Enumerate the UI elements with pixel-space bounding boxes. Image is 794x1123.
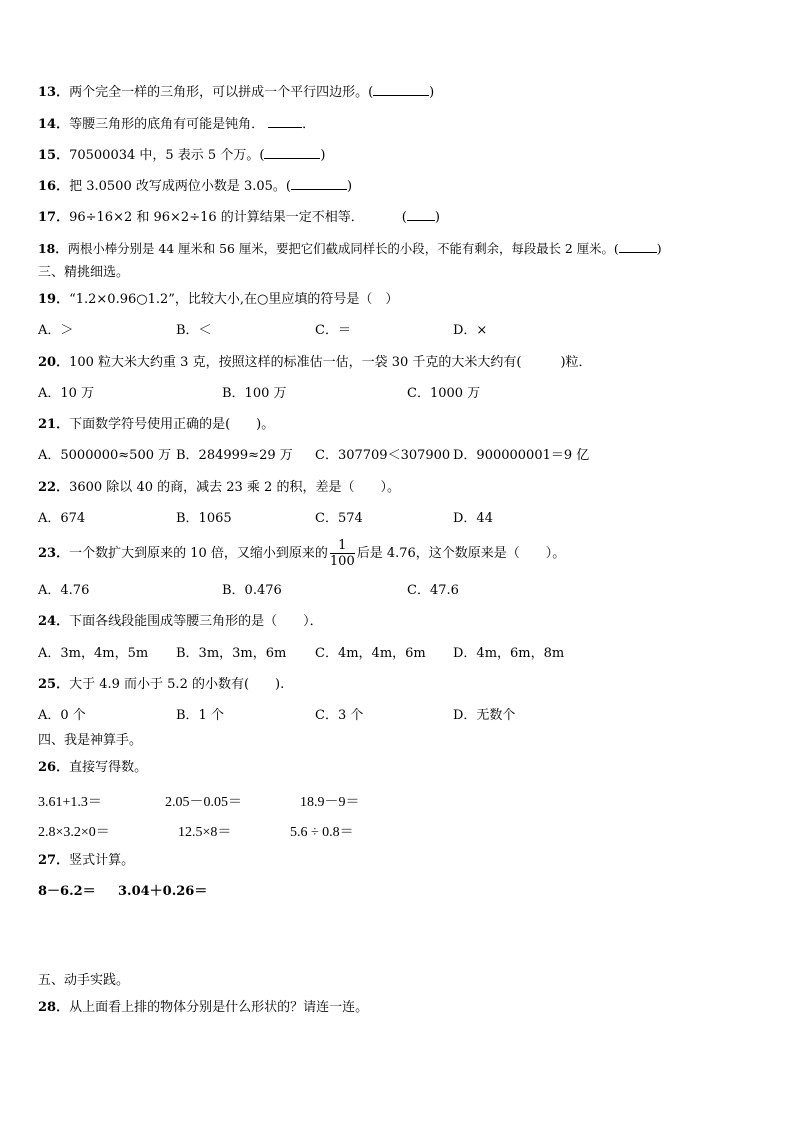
question-20: 20．100 粒大米大约重 3 克，按照这样的标准估一估，一袋 30 千克的大米大约有( )粒． [38, 355, 592, 370]
option-a[interactable]: A．4.76 [38, 583, 90, 598]
option-a[interactable]: A．＞ [38, 323, 74, 338]
vertical-calc-item: 8－6.2＝ [38, 884, 96, 899]
option-d[interactable]: D．44 [453, 511, 493, 526]
question-17: 17．96÷16×2 和 96×2÷16 的计算结果一定不相等． ( ) [38, 210, 440, 225]
vertical-calc-item: 3.04＋0.26＝ [118, 884, 208, 899]
question-21: 21．下面数学符号使用正确的是( )。 [38, 417, 275, 432]
calc-item: 2.05－0.05＝ [165, 795, 242, 810]
answer-blank[interactable] [373, 83, 429, 96]
section-heading-3: 三、精挑细选。 [38, 265, 130, 280]
option-b[interactable]: B．＜ [176, 323, 212, 338]
question-27: 27．竖式计算。 [38, 853, 135, 868]
option-d[interactable]: D．× [453, 323, 488, 338]
option-c[interactable]: C．574 [315, 511, 363, 526]
option-b[interactable]: B．3m，3m，6m [176, 646, 287, 661]
question-25: 25．大于 4.9 而小于 5.2 的小数有( ). [38, 677, 285, 692]
question-15: 15．70500034 中，5 表示 5 个万。( ) [38, 148, 326, 163]
option-d[interactable]: D．无数个 [453, 708, 516, 723]
answer-blank[interactable] [407, 208, 435, 221]
option-c[interactable]: C．3 个 [315, 708, 364, 723]
answer-blank[interactable] [264, 146, 320, 159]
option-c[interactable]: C．4m，4m，6m [315, 646, 426, 661]
section-heading-5: 五、动手实践。 [38, 973, 130, 988]
option-a[interactable]: A．3m，4m，5m [38, 646, 149, 661]
answer-blank[interactable] [619, 240, 657, 253]
question-19: 19．“1.2×0.96○1.2”，比较大小,在○里应填的符号是（ ） [38, 292, 399, 307]
question-16: 16．把 3.0500 改写成两位小数是 3.05。( ) [38, 179, 353, 194]
question-28: 28．从上面看上排的物体分别是什么形状的？请连一连。 [38, 1000, 369, 1015]
calc-item: 5.6 ÷ 0.8＝ [290, 825, 354, 840]
option-b[interactable]: B．1065 [176, 511, 232, 526]
option-c[interactable]: C．47.6 [407, 583, 459, 598]
option-a[interactable]: A．5000000≈500 万 [38, 448, 172, 463]
option-c[interactable]: C．307709＜307900 [315, 448, 451, 463]
answer-blank[interactable] [268, 115, 302, 128]
calc-item: 3.61+1.3＝ [38, 795, 102, 810]
calc-item: 18.9－9＝ [300, 795, 360, 810]
option-b[interactable]: B．0.476 [222, 583, 282, 598]
option-b[interactable]: B．1 个 [176, 708, 224, 723]
option-c[interactable]: C．＝ [315, 323, 351, 338]
option-d[interactable]: D．4m，6m，8m [453, 646, 565, 661]
answer-blank[interactable] [291, 177, 347, 190]
option-a[interactable]: A．674 [38, 511, 86, 526]
question-22: 22．3600 除以 40 的商，减去 23 乘 2 的积，差是（ ）。 [38, 480, 400, 495]
option-b[interactable]: B．100 万 [222, 386, 287, 401]
question-23: 23．一个数扩大到原来的 10 倍，又缩小到原来的 $\frac{1}{100}$ 后是 4.76，这个数原来是（ ）。 [38, 538, 566, 569]
question-14: 14．等腰三角形的底角有可能是钝角． ． [38, 117, 316, 132]
fraction: $\frac{1}{100}$ [329, 538, 355, 569]
section-heading-4: 四、我是神算手。 [38, 733, 143, 748]
option-a[interactable]: A．10 万 [38, 386, 95, 401]
question-13: 13．两个完全一样的三角形，可以拼成一个平行四边形。( ) [38, 85, 435, 100]
question-26: 26．直接写得数。 [38, 760, 148, 775]
calc-item: 12.5×8＝ [178, 825, 232, 840]
calc-item: 2.8×3.2×0＝ [38, 825, 110, 840]
question-24: 24．下面各线段能围成等腰三角形的是（ ）． [38, 614, 323, 629]
question-18: 18．两根小棒分别是 44 厘米和 56 厘米，要把它们截成同样长的小段，不能有剩余，每段最长 2 厘米。( ) [38, 241, 662, 256]
option-c[interactable]: C．1000 万 [407, 386, 481, 401]
option-a[interactable]: A．0 个 [38, 708, 86, 723]
option-b[interactable]: B．284999≈29 万 [176, 448, 293, 463]
option-d[interactable]: D．900000001＝9 亿 [453, 448, 590, 463]
